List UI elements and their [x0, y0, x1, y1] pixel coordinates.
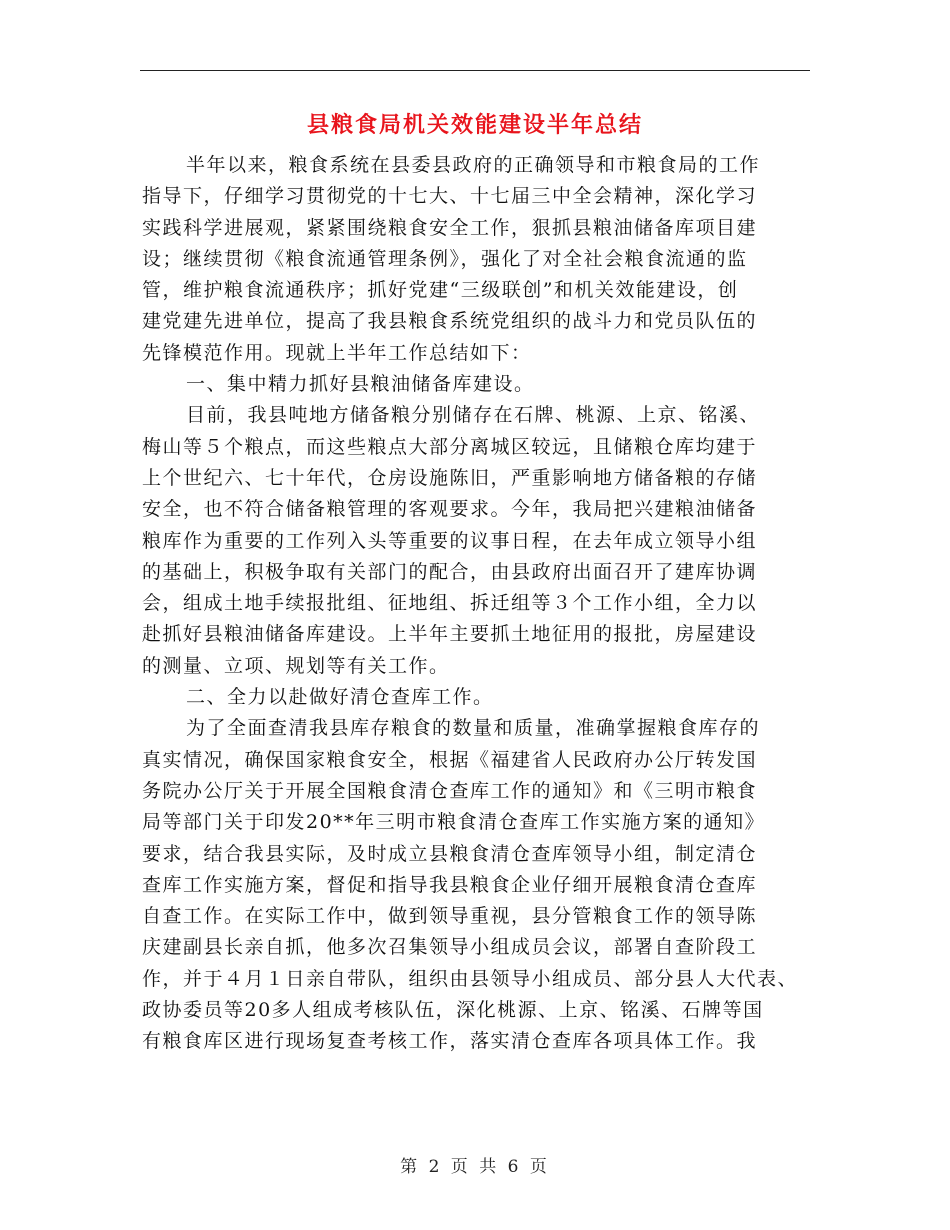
text-line: 建党建先进单位，提高了我县粮食系统党组织的战斗力和党员队伍的 [142, 310, 758, 333]
text-line: 设；继续贯彻《粮食流通管理条例》，强化了对全社会粮食流通的监 [142, 247, 748, 270]
text-line: 安全，也不符合储备粮管理的客观要求。今年，我局把兴建粮油储备 [142, 498, 758, 521]
text-line: 指导下，仔细学习贯彻党的十七大、十七届三中全会精神，深化学习 [142, 185, 758, 208]
text-line: 真实情况，确保国家粮食安全，根据《福建省人民政府办公厅转发国 [142, 748, 758, 771]
header-rule [140, 70, 810, 71]
text-line: 作，并于４月１日亲自带队，组织由县领导小组成员、部分县人大代表、 [142, 967, 799, 990]
text-line: 管，维护粮食流通秩序；抓好党建“三级联创”和机关效能建设，创 [142, 279, 739, 302]
text-line: 务院办公厅关于开展全国粮食清仓查库工作的通知》和《三明市粮食 [142, 779, 758, 802]
text-line: 梅山等５个粮点，而这些粮点大部分离城区较远，且储粮仓库均建于 [142, 435, 758, 458]
text-line: 目前，我县吨地方储备粮分别储存在石牌、桃源、上京、铭溪、 [186, 404, 761, 427]
text-line: 二、全力以赴做好清仓查库工作。 [186, 686, 494, 709]
text-line: 会，组成土地手续报批组、征地组、拆迁组等３个工作小组，全力以 [142, 592, 758, 615]
text-line: 有粮食库区进行现场复查考核工作，落实清仓查库各项具体工作。我 [142, 1030, 758, 1053]
text-line: 实践科学进展观，紧紧围绕粮食安全工作，狠抓县粮油储备库项目建 [142, 216, 758, 239]
text-line: 赴抓好县粮油储备库建设。上半年主要抓土地征用的报批，房屋建设 [142, 623, 758, 646]
text-line: 自查工作。在实际工作中，做到领导重视，县分管粮食工作的领导陈 [142, 905, 758, 928]
text-line: 局等部门关于印发20**年三明市粮食清仓查库工作实施方案的通知》 [142, 811, 766, 834]
text-line: 半年以来，粮食系统在县委县政府的正确领导和市粮食局的工作 [186, 154, 761, 176]
text-line: 一、集中精力抓好县粮油储备库建设。 [186, 373, 535, 396]
document-body [142, 150, 822, 1058]
document-title: 县粮食局机关效能建设半年总结 [306, 113, 643, 138]
text-line: 要求，结合我县实际，及时成立县粮食清仓查库领导小组，制定清仓 [142, 842, 758, 865]
page-number-footer: 第 2 页 共 6 页 [400, 1157, 550, 1177]
text-line: 的基础上，积极争取有关部门的配合，由县政府出面召开了建库协调 [142, 560, 758, 583]
text-line: 粮库作为重要的工作列入头等重要的议事日程，在去年成立领导小组 [142, 529, 758, 552]
text-line: 查库工作实施方案，督促和指导我县粮食企业仔细开展粮食清仓查库 [142, 873, 758, 896]
text-line: 庆建副县长亲自抓，他多次召集领导小组成员会议，部署自查阶段工 [142, 936, 758, 959]
text-line: 政协委员等20多人组成考核队伍，深化桃源、上京、铭溪、石牌等国 [142, 999, 764, 1022]
text-line: 的测量、立项、规划等有关工作。 [142, 654, 450, 677]
text-line: 为了全面查清我县库存粮食的数量和质量，准确掌握粮食库存的 [186, 717, 761, 740]
text-line: 先锋模范作用。现就上半年工作总结如下： [142, 341, 532, 364]
text-line: 上个世纪六、七十年代，仓房设施陈旧，严重影响地方储备粮的存储 [142, 466, 758, 489]
